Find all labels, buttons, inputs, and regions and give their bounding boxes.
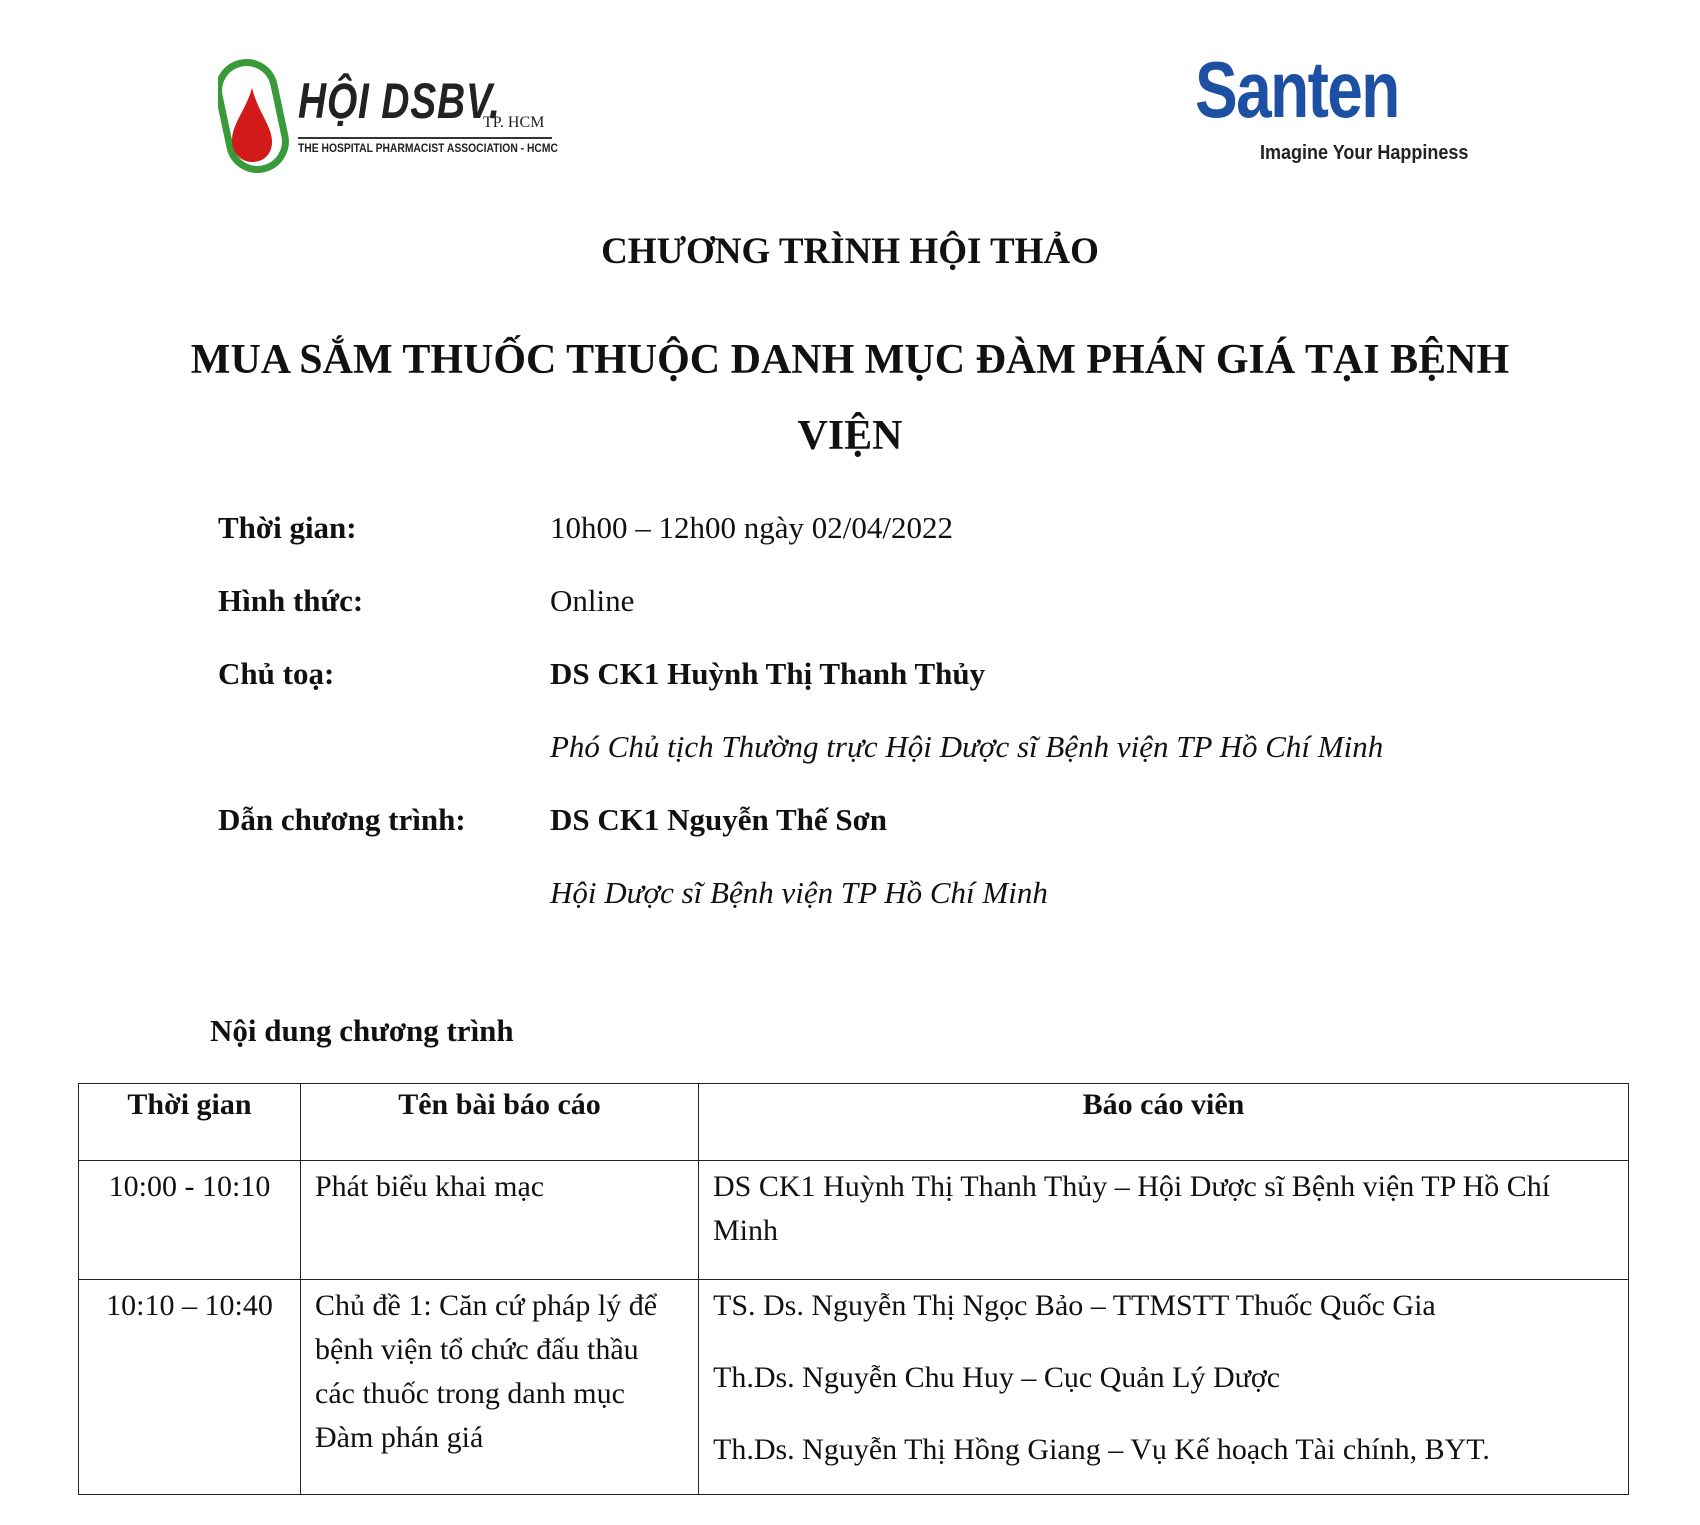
santen-tagline: Imagine Your Happiness [1260,142,1469,164]
chair-label: Chủ toạ: [218,656,335,691]
speaker-line: Th.Ds. Nguyễn Thị Hồng Giang – Vụ Kế hoạch Tài chính, BYT. [713,1433,1490,1466]
row-speakers [699,1161,1629,1280]
row-time: 10:10 – 10:40 [79,1280,301,1495]
time-label: Thời gian: [218,510,357,545]
format-label: Hình thức: [218,583,364,618]
column-header-topic: Tên bài báo cáo [301,1084,699,1161]
row-topic: Phát biểu khai mạc [301,1161,699,1280]
table-row [79,1280,1629,1495]
logo-name: HỘI DSBV. [298,73,501,129]
hoi-dsbv-logo [218,58,558,176]
row-speakers [699,1280,1629,1495]
seminar-title: MUA SẮM THUỐC THUỘC DANH MỤC ĐÀM PHÁN GIÁ TẠI BỆNH VIỆN [190,337,1510,459]
chair-role: Phó Chủ tịch Thường trực Hội Dược sĩ Bệnh viện TP Hồ Chí Minh [550,729,1384,764]
agenda-table [78,1083,1629,1495]
logo-subtitle: THE HOSPITAL PHARMACIST ASSOCIATION - HCMC [298,141,558,155]
column-header-time: Thời gian [79,1084,301,1161]
logo-city: TP. HCM [483,114,545,131]
pill-drop-icon [218,58,298,176]
table-header-row [79,1084,1629,1161]
agenda-heading: Nội dung chương trình [210,1013,514,1048]
column-header-speakers: Báo cáo viên [699,1084,1629,1161]
row-time: 10:00 - 10:10 [79,1161,301,1280]
row-topic: Chủ đề 1: Căn cứ pháp lý để bệnh viện tổ chức đấu thầu các thuốc trong danh mục Đàm phán giá [301,1280,699,1495]
speaker-line: DS CK1 Huỳnh Thị Thanh Thủy – Hội Dược sĩ Bệnh viện TP Hồ Chí Minh [713,1170,1551,1247]
mc-name: DS CK1 Nguyễn Thế Sơn [550,802,888,837]
format-value: Online [550,583,635,618]
chair-name: DS CK1 Huỳnh Thị Thanh Thủy [550,656,986,691]
santen-wordmark: Santen [1195,45,1399,134]
time-value: 10h00 – 12h00 ngày 02/04/2022 [550,510,953,545]
santen-logo [1195,45,1495,170]
speaker-line: Th.Ds. Nguyễn Chu Huy – Cục Quản Lý Dược [713,1361,1281,1394]
table-row [79,1161,1629,1280]
speaker-line: TS. Ds. Nguyễn Thị Ngọc Bảo – TTMSTT Thuốc Quốc Gia [713,1289,1436,1322]
logo-rule [298,137,552,139]
mc-role: Hội Dược sĩ Bệnh viện TP Hồ Chí Minh [550,875,1048,910]
mc-label: Dẫn chương trình: [218,802,466,837]
program-heading: CHƯƠNG TRÌNH HỘI THẢO [601,231,1099,272]
